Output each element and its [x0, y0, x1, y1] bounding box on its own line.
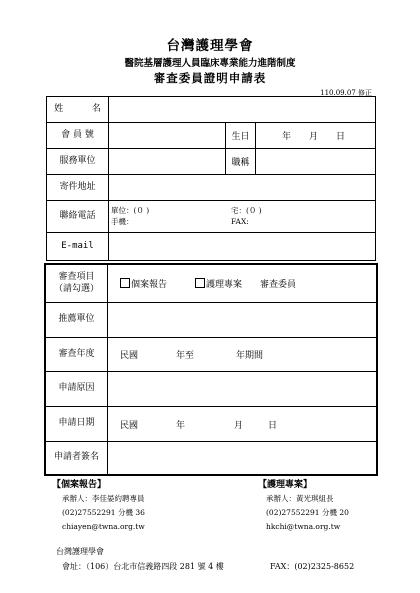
nursing-project-contact-person: 承辦人：黃光琪組長	[266, 494, 334, 503]
email-row	[47, 233, 375, 260]
review-year-min: 民國	[120, 351, 139, 361]
review-item-row	[46, 265, 376, 303]
review-year-period: 年期間	[236, 351, 264, 361]
unit-phone-label: 單位：(０ )	[111, 206, 150, 216]
contact-row	[47, 201, 375, 233]
workplace-label: 服務單位	[47, 149, 109, 174]
apply-date-month: 月	[234, 420, 244, 431]
option-nursing-project-label: 護理專案	[206, 280, 243, 290]
reason-row	[46, 372, 376, 407]
home-phone-label: 宅：(０ )	[231, 206, 262, 216]
email-field[interactable]	[109, 233, 375, 260]
member-row	[47, 123, 375, 149]
case-report-contact-email[interactable]: chiayen@twna.org.tw	[62, 522, 145, 531]
reason-field[interactable]	[108, 372, 376, 406]
nursing-project-contact	[258, 478, 349, 534]
option-review-committee-label: 審查委員	[260, 280, 297, 290]
contact-field[interactable]	[109, 201, 375, 232]
personal-info-table	[46, 96, 376, 261]
job-title-label: 職稱	[225, 149, 255, 174]
case-report-contact-person: 承辦人：李佳晏約聘專員	[62, 494, 145, 503]
option-case-report[interactable]	[120, 277, 167, 290]
footer-org: 台灣護理學會	[56, 547, 104, 556]
job-title-field[interactable]	[255, 149, 375, 174]
review-year-field[interactable]	[108, 338, 376, 371]
case-report-contact	[52, 478, 145, 534]
fax-label: FAX:	[231, 216, 249, 226]
system-subtitle: 醫院基層護理人員臨床專業能力進階制度	[124, 58, 296, 69]
reason-label: 申請原因	[46, 372, 108, 406]
workplace-field[interactable]	[109, 149, 225, 174]
apply-date-label: 申請日期	[46, 407, 108, 441]
signature-row	[46, 442, 376, 474]
workplace-row	[47, 149, 375, 175]
revision-date: 110.09.07 修正	[320, 89, 372, 97]
signature-field[interactable]	[108, 442, 376, 474]
nursing-project-contact-phone: (02)27552291 分機 20	[266, 508, 349, 517]
recommend-unit-label: 推薦單位	[46, 303, 108, 337]
nursing-project-contact-title: 【護理專案】	[258, 480, 313, 490]
name-label: 姓 名	[47, 97, 109, 122]
email-label: E-mail	[47, 233, 109, 260]
recommend-unit-field[interactable]	[108, 303, 376, 337]
recommend-unit-row	[46, 303, 376, 338]
case-report-contact-phone: (02)27552291 分機 36	[62, 508, 145, 517]
review-year-row	[46, 338, 376, 372]
option-nursing-project[interactable]	[195, 277, 242, 290]
address-label: 寄件地址	[47, 175, 109, 200]
apply-date-min: 民國	[120, 420, 139, 431]
apply-date-row	[46, 407, 376, 442]
review-info-table	[44, 263, 378, 476]
form-title: 審查委員證明申請表	[153, 71, 267, 85]
review-item-label-line1: 審查項目	[58, 272, 95, 283]
checkbox-nursing-project[interactable]	[195, 278, 205, 288]
birthday-field[interactable]: 年 月 日	[255, 123, 375, 148]
contact-label: 聯絡電話	[47, 201, 109, 232]
checkbox-case-report[interactable]	[120, 278, 130, 288]
apply-date-field[interactable]	[108, 407, 376, 441]
member-no-label: 會 員 號	[47, 123, 109, 148]
review-item-label	[46, 265, 108, 302]
mobile-label: 手機：	[111, 216, 134, 226]
review-year-to: 年至	[176, 351, 195, 361]
option-case-report-label: 個案報告	[131, 280, 168, 290]
footer-fax: FAX：(02)2325-8652	[270, 562, 355, 571]
birthday-label: 生日	[225, 123, 255, 148]
apply-date-day: 日	[268, 420, 278, 431]
review-year-label: 審查年度	[46, 338, 108, 371]
footer-address: 會址：（106）台北市信義路四段 281 號 4 樓	[62, 562, 224, 571]
org-title: 台灣護理學會	[166, 38, 254, 54]
nursing-project-contact-email[interactable]: hkchi@twna.org.tw	[266, 522, 341, 531]
member-no-field[interactable]	[109, 123, 225, 148]
name-row	[47, 97, 375, 123]
address-row	[47, 175, 375, 201]
name-field[interactable]	[109, 97, 375, 122]
case-report-contact-title: 【個案報告】	[52, 480, 107, 490]
review-item-options	[108, 265, 376, 302]
review-item-label-line2: （請勾選）	[53, 283, 99, 294]
apply-date-year: 年	[176, 420, 186, 431]
signature-label: 申請者簽名	[46, 442, 108, 474]
address-field[interactable]	[109, 175, 375, 200]
